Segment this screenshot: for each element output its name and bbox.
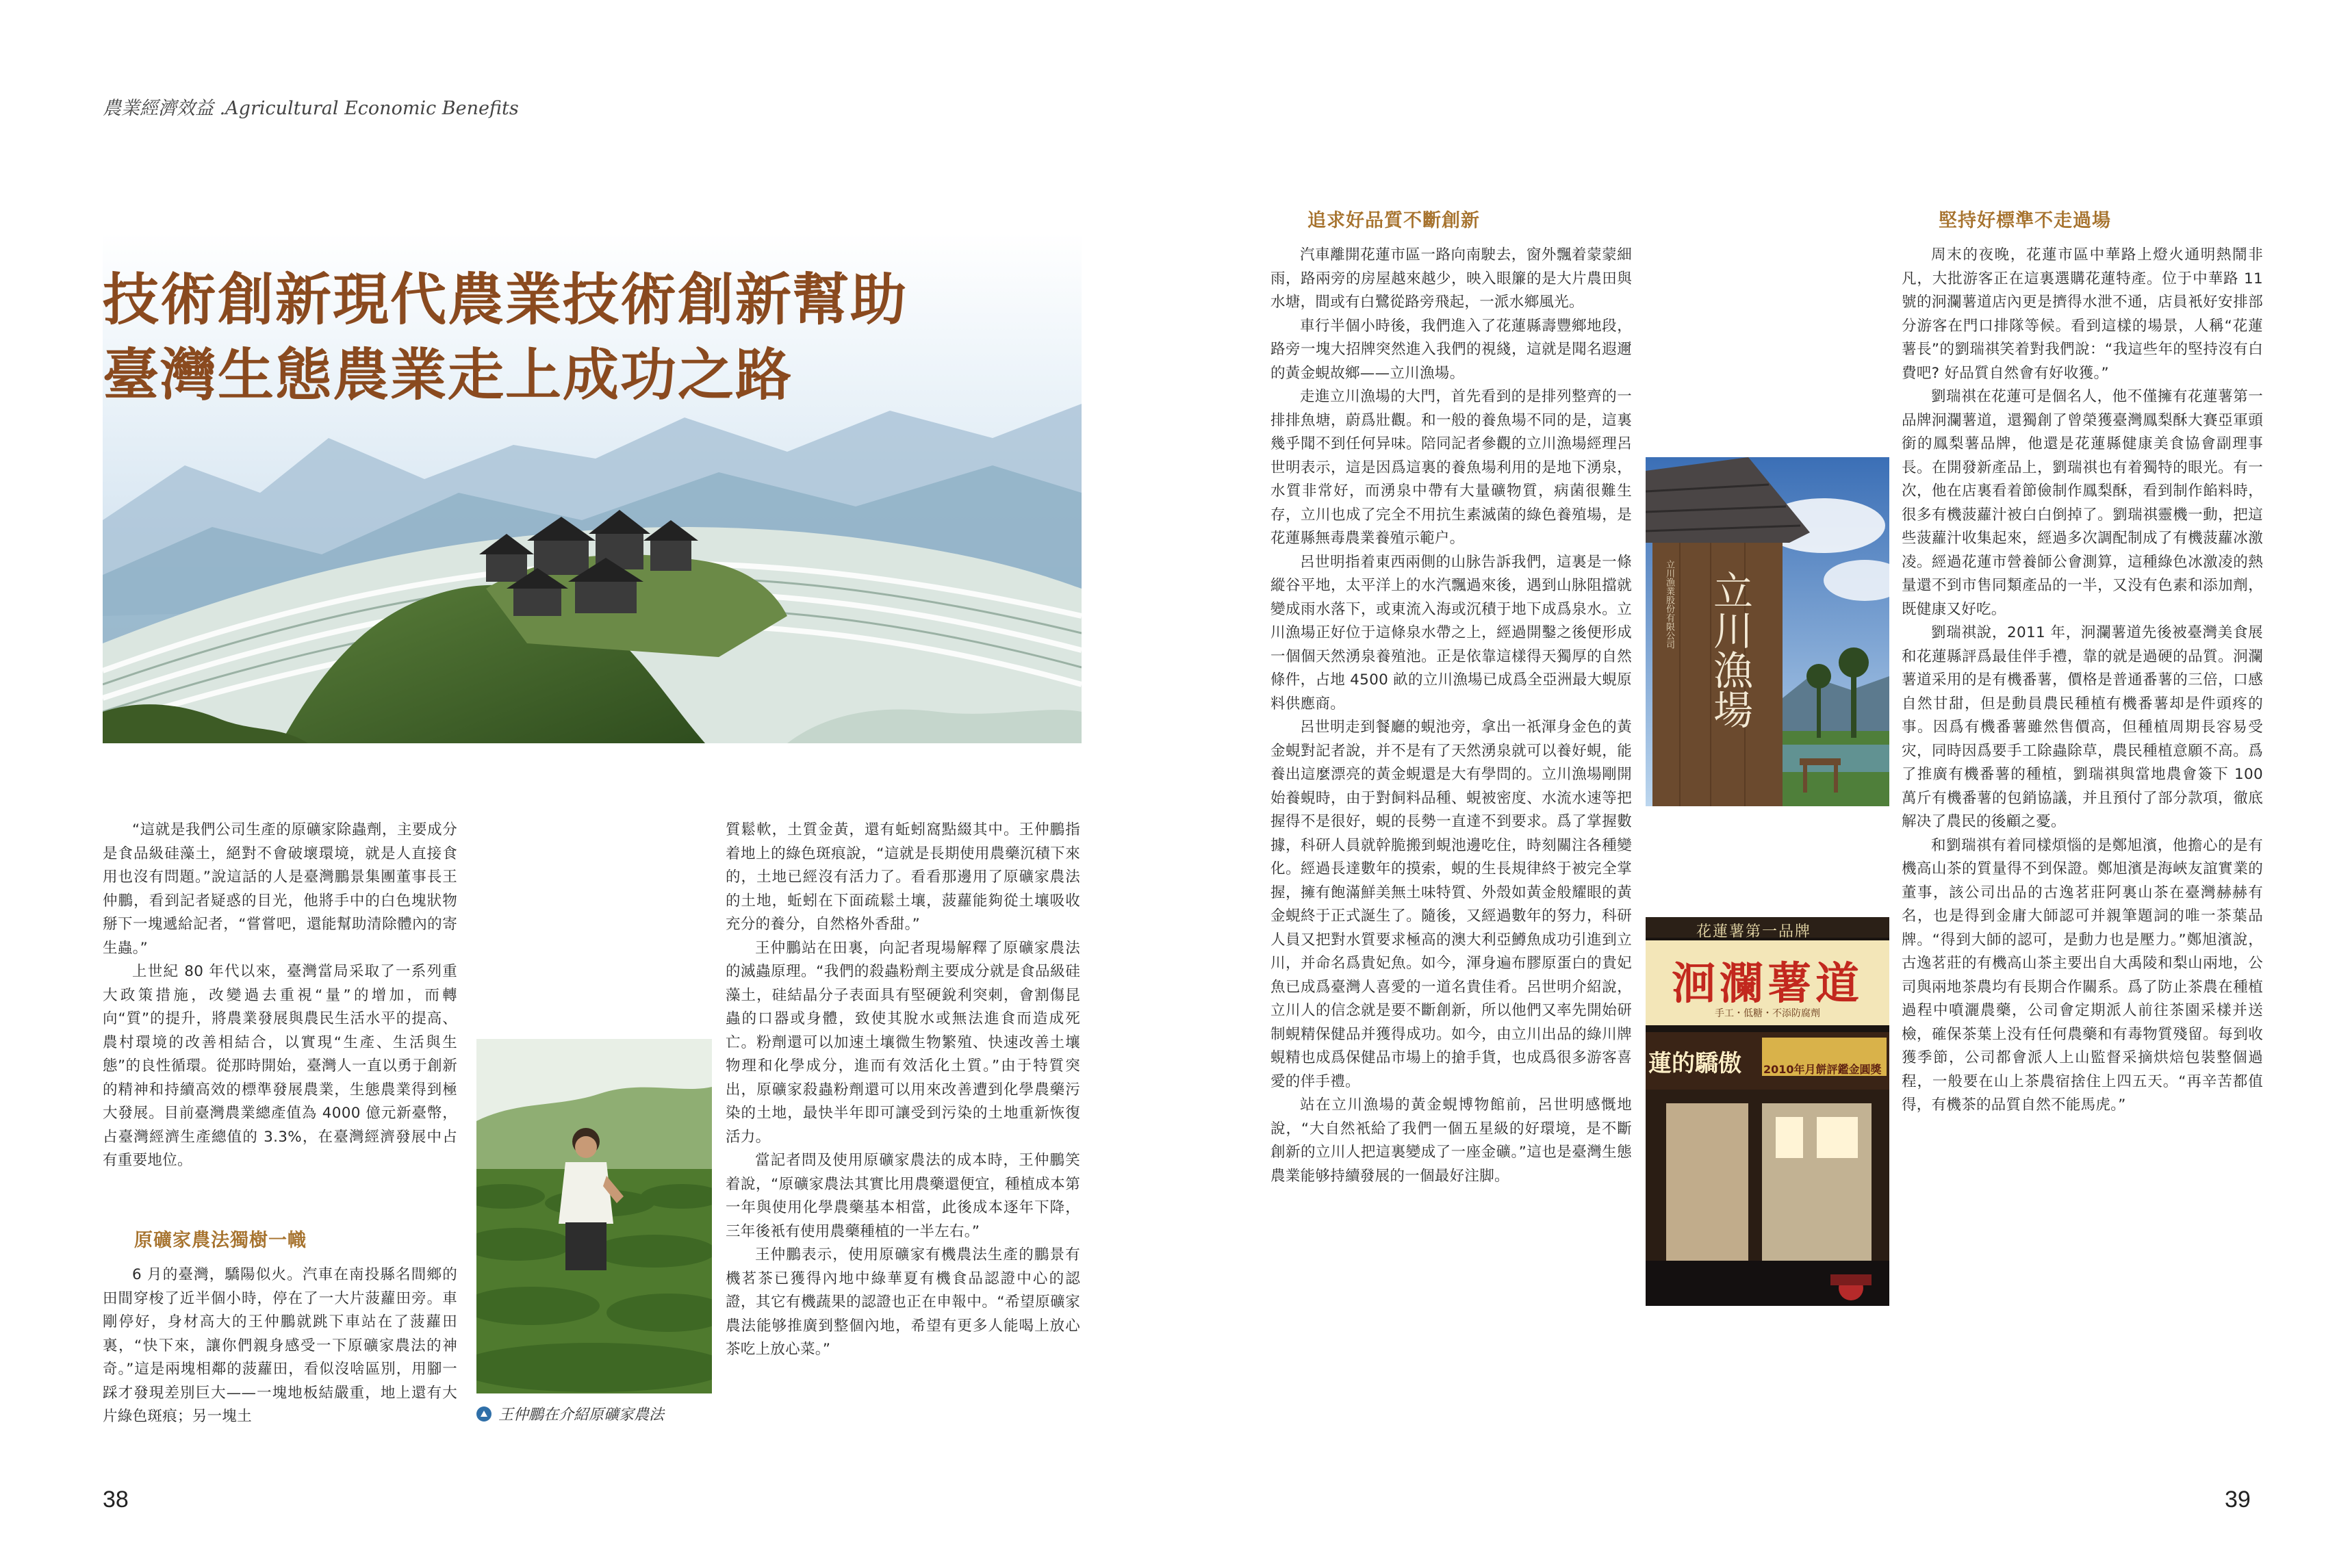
sign-vertical-text: 立川漁場 xyxy=(1707,570,1753,729)
title-line-1: 技術創新現代農業技術創新幫助 xyxy=(103,268,908,333)
left-column-1 xyxy=(103,819,457,1173)
caption-triangle-icon xyxy=(476,1406,491,1422)
subheading-original-mineral: 原礦家農法獨樹一幟 xyxy=(134,1230,307,1251)
subheading-good-standard: 堅持好標準不走過場 xyxy=(1939,210,2111,231)
article-title xyxy=(103,263,908,413)
paragraph: 上世紀 80 年代以來，臺灣當局采取了一系列重大政策措施，改變過去重視“量”的增加，而轉向“質”的提升，將農業發展與農民生活水平的提高、農村環境的改善相結合，以實現“生產、生活與生態”的良性循環。從那時開始，臺灣人一直以勇于創新的精神和持續高效的標準發展農業，生態農業得到極大發展。目前臺灣農業總產值為 4000 億元新臺幣，占臺灣經濟生產總值的 3.3%，在臺灣經濟發展中占有重要地位。 xyxy=(103,963,457,1169)
subheading-quality-innovation: 追求好品質不斷創新 xyxy=(1307,210,1480,231)
title-line-2: 臺灣生態農業走上成功之路 xyxy=(103,343,793,408)
tea-field-illustration xyxy=(476,1039,712,1393)
shop-award-right: 2010年月餅評鑑金圓獎 xyxy=(1763,1063,1882,1076)
shop-signboard xyxy=(1646,940,1889,1025)
wooden-sign-illustration xyxy=(1646,457,1889,806)
paragraph: 劉瑞祺在花蓮可是個名人，他不僅擁有花蓮薯第一品牌泂瀾薯道，還獨創了曾榮獲臺灣鳳梨酥大賽亞軍頭銜的鳳梨薯品牌，他還是花蓮縣健康美食協會副理事長。在開發新產品上，劉瑞祺也有着獨特的眼光。有一次，他在店裏看着節儉制作鳳梨酥，看到制作餡料時，很多有機菠蘿汁被白白倒掉了。劉瑞祺靈機一動，把這些菠蘿汁收集起來，經過多次調配制成了有機菠蘿冰激凌。經過花蓮市營養師公會測算，這種綠色冰激凌的熱量還不到市售同類產品的一半，又没有色素和添加劑，既健康又好吃。 xyxy=(1902,388,2263,618)
right-column-1 xyxy=(1270,244,1632,1188)
paragraph: 王仲鵬站在田裏，向記者現場解釋了原礦家農法的滅蟲原理。“我們的殺蟲粉劑主要成分就是食品級硅藻土，硅結晶分子表面具有堅硬銳利突刺，會割傷昆蟲的口器或身體，致使其脫水或無法進食而造成死亡。粉劑還可以加速土壤微生物繁殖、快速改善土壤物理和化學成分，進而有效活化土質。”由于特質突出，原礦家殺蟲粉劑還可以用來改善遭到化學農藥污染的土地，最快半年即可讓受到污染的土地重新恢復活力。 xyxy=(726,939,1080,1146)
paragraph: 周末的夜晚，花蓮市區中華路上燈火通明熱鬧非凡，大批游客正在這裏選購花蓮特產。位于中華路 11 號的泂瀾薯道店內更是擠得水泄不通，店員衹好安排部分游客在門口排隊等候。看到這樣的場景，人稱“花蓮薯長”的劉瑞祺笑着對我們說：“我這些年的堅持沒有白費吧? 好品質自然會有好收獲。” xyxy=(1902,246,2263,382)
paragraph: 和劉瑞祺有着同樣煩惱的是鄭旭濱，他擔心的是有機高山茶的質量得不到保證。鄭旭濱是海峽友誼實業的董事，該公司出品的古逸茗莊阿裏山茶在臺灣赫赫有名，也是得到金庸大師認可并親筆題詞的唯一茶葉品牌。“得到大師的認可，是動力也是壓力。”鄭旭濱說，古逸茗莊的有機高山茶主要出自大禹陵和梨山兩地，公司與兩地茶農均有長期合作關系。爲了防止茶農在種植過程中噴灑農藥，公司會定期派人前往茶園采樣并送檢，確保茶葉上没有任何農藥和有毒物質殘留。每到收獲季節，公司都會派人上山監督采摘烘焙包裝整個過程，一般要在山上茶農宿捨住上四五天。“再辛苦都值得，有機茶的品質自然不能馬虎。” xyxy=(1902,836,2263,1114)
paragraph: 車行半個小時後，我們進入了花蓮縣壽豐鄉地段，路旁一塊大招牌突然進入我們的視綫，這就是聞名遐邇的黃金蜆故鄉——立川漁場。 xyxy=(1270,317,1632,382)
page-number-left: 38 xyxy=(103,1487,129,1513)
paragraph: 呂世明走到餐廳的蜆池旁，拿出一祇渾身金色的黃金蜆對記者說，并不是有了天然湧泉就可以養好蜆，能養出這麼漂亮的黃金蜆還是大有學問的。立川漁場剛開始養蜆時，由于對飼料品種、蜆被密度、水流水速等把握得不是很好，蜆的長勢一直達不到要求。爲了掌握數據，科研人員就幹脆搬到蜆池邊吃住，時刻關注各種變化。經過長達數年的摸索，蜆的生長規律終于被完全掌握，擁有飽滿鮮美無土味特質、外殼如黃金般耀眼的黃金蜆終于正式誕生了。隨後，又經過數年的努力，科研人員又把對水質要求極高的澳大利亞鱒魚成功引進到立川，并命名爲貴妃魚。如今，渾身遍布膠原蛋白的貴妃魚已成爲臺灣人喜愛的一道名貴佳肴。呂世明介紹說，立川人的信念就是要不斷創新，所以他們又率先開始研制蜆精保健品并獲得成功。如今，由立川出品的綠川牌蜆精也成爲保健品市場上的搶手貨，也成爲很多游客喜愛的伴手禮。 xyxy=(1270,719,1632,1090)
shop-brand-sub: 手工・低糖・不添防腐劑 xyxy=(1715,1008,1820,1019)
paragraph: 劉瑞祺說，2011 年，泂瀾薯道先後被臺灣美食展和花蓮縣評爲最佳伴手禮，靠的就是過硬的品質。泂瀾薯道采用的是有機番薯，價格是普通番薯的三倍，口感自然甘甜，但是動員農民種植有機番薯却是件頭疼的事。因爲有機番薯雖然售價高，但種植周期長容易受灾，同時因爲要手工除蟲除草，農民種植意願不高。爲了推廣有機番薯的種植，劉瑞祺與當地農會簽下 100 萬斤有機番薯的包銷協議，并且預付了部分款項，徹底解决了農民的後顧之憂。 xyxy=(1902,624,2263,830)
paragraph: 站在立川漁場的黃金蜆博物館前，呂世明感慨地說，“大自然衹給了我們一個五星級的好環境，是不斷創新的立川人把這裏變成了一座金礦。”這也是臺灣生態農業能够持續發展的一個最好注脚。 xyxy=(1270,1096,1632,1185)
paragraph: 汽車離開花蓮市區一路向南駛去，窗外飄着蒙蒙細雨，路兩旁的房屋越來越少，映入眼簾的是大片農田與水塘，間或有白鷺從路旁飛起，一派水鄉風光。 xyxy=(1270,246,1632,311)
fishery-sign-photo xyxy=(1646,457,1889,806)
paragraph: “這就是我們公司生產的原礦家除蟲劑，主要成分是食品級硅藻土，絕對不會破壞環境，就是人直接食用也沒有問題。”說這話的人是臺灣鵬景集團董事長王仲鵬，看到記者疑惑的目光，他將手中的白色塊狀物掰下一塊遞給記者，“嘗嘗吧，還能幫助清除體內的寄生蟲。” xyxy=(103,821,457,957)
paragraph: 走進立川漁場的大門，首先看到的是排列整齊的一排排魚塘，蔚爲壯觀。和一般的養魚場不同的是，這裏幾乎聞不到任何异味。陪同記者參觀的立川漁場經理呂世明表示，這是因爲這裏的養魚場利用的是地下湧泉，水質非常好，而湧泉中帶有大量礦物質，病菌很難生存，立川也成了完全不用抗生素滅菌的綠色養殖場，是花蓮縣無毒農業養殖示範户。 xyxy=(1270,388,1632,547)
caption-text: 王仲鵬在介紹原礦家農法 xyxy=(498,1406,665,1424)
shop-brand: 洄瀾薯道 xyxy=(1672,958,1863,1010)
running-header: 農業經濟效益 .Agricultural Economic Benefits xyxy=(103,98,519,119)
photo-caption xyxy=(476,1403,664,1424)
paragraph: 質鬆軟，土質金黃，還有蚯蚓窩點綴其中。王仲鵬指着地上的綠色斑痕說，“這就是長期使用農藥沉積下來的，土地已經沒有活力了。看看那邊用了原礦家農法的土地，蚯蚓在下面疏鬆土壤，菠蘿能夠從土壤吸收充分的養分，自然格外香甜。” xyxy=(726,821,1080,933)
paragraph: 6 月的臺灣，驕陽似火。汽車在南投縣名間鄉的田間穿梭了近半個小時，停在了一大片菠蘿田旁。車剛停好，身材高大的王仲鵬就跳下車站在了菠蘿田裏，“快下來，讓你們親身感受一下原礦家農法的神奇。”這是兩塊相鄰的菠蘿田，看似沒啥區別，用腳一踩才發現差別巨大——一塊地板結嚴重，地上還有大片綠色斑痕；另一塊土 xyxy=(103,1266,457,1425)
shop-interior-illustration xyxy=(1646,1090,1889,1306)
shop-award-left: 蓮的驕傲 xyxy=(1648,1050,1741,1077)
left-column-1-cont xyxy=(103,1263,457,1429)
left-column-2 xyxy=(726,819,1080,1362)
paragraph: 王仲鵬表示，使用原礦家有機農法生產的鵬景有機茗茶已獲得內地中綠華夏有機食品認證中心的認證，其它有機蔬果的認證也正在申報中。“希望原礦家農法能够推廣到整個內地，希望有更多人能喝上放心茶吃上放心菜。” xyxy=(726,1246,1080,1358)
paragraph: 當記者問及使用原礦家農法的成本時，王仲鵬笑着說，“原礦家農法其實比用農藥還便宜，種植成本第一年與使用化學農藥基本相當，此後成本逐年下降，三年後衹有使用農藥種植的一半左右。” xyxy=(726,1152,1080,1240)
sign-small-text: 立川漁業股份有限公司 xyxy=(1664,560,1674,649)
shop-front-photo xyxy=(1646,917,1889,1306)
right-column-2 xyxy=(1902,244,2263,1118)
tea-field-photo xyxy=(476,1039,712,1393)
paragraph: 呂世明指着東西兩側的山脉告訴我們，這裏是一條縱谷平地，太平洋上的水汽飄過來後，遇到山脉阻擋就變成雨水落下，或東流入海或沉積于地下成爲泉水。立川漁場正好位于這條泉水帶之上，經過開鑿之後便形成一個個天然湧泉養殖池。正是依靠這樣得天獨厚的自然條件，占地 4500 畝的立川漁場已成爲全亞洲最大蜆原料供應商。 xyxy=(1270,553,1632,712)
shop-top-banner: 花蓮薯第一品牌 xyxy=(1696,923,1812,940)
page-number-right: 39 xyxy=(2225,1487,2251,1513)
